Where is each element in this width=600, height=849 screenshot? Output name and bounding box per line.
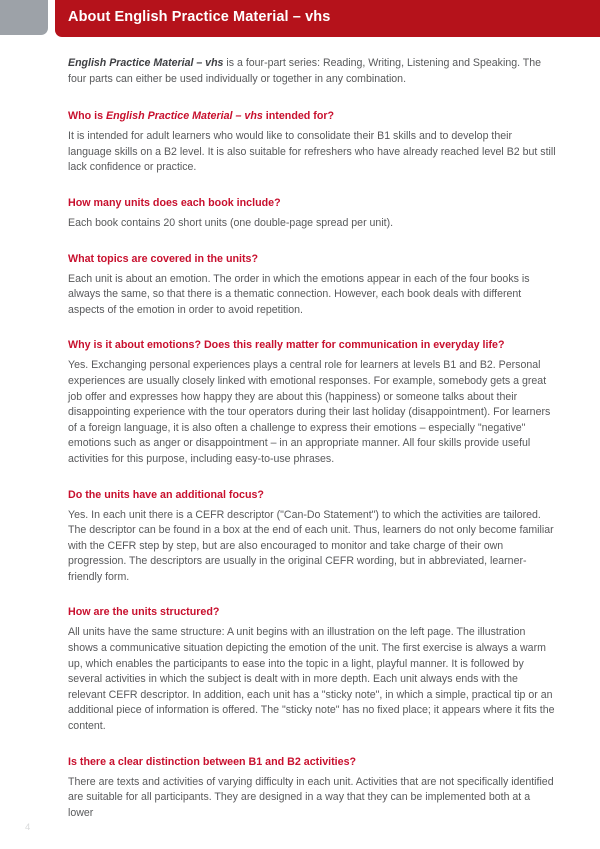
faq-question [68, 196, 557, 210]
faq-question [68, 755, 557, 769]
question-text-pre: Do the units have an additional focus? [68, 488, 264, 501]
faq-answer: Each book contains 20 short units (one double-page spread per unit). [68, 216, 394, 229]
question-text-pre: Who is [68, 110, 106, 123]
faq-answer: There are texts and activities of varying difficulty in each unit. Activities that are not specifically identified are suitable for all participants. They are designed in a way that they can be implemented both at a lower [68, 775, 554, 819]
faq-answer: It is intended for adult learners who would like to consolidate their B1 skills and to develop their language skills on a B2 level. It is also suitable for refreshers who have already reached level B2 but still lack confidence or practice. [68, 130, 556, 174]
intro-emphasis: English Practice Material – vhs [68, 57, 224, 69]
question-text-pre: Why is it about emotions? Does this really matter for communication in everyday life? [68, 339, 505, 352]
faq-answer: Each unit is about an emotion. The order in which the emotions appear in each of the four books is always the same, so that there is a thematic connection. However, each book deals with different aspects of the emotion in order to avoid repetition. [68, 272, 530, 316]
faq-item [68, 755, 557, 822]
page-number: 4 [25, 822, 31, 833]
gray-corner-tab [0, 0, 48, 35]
faq-answer: All units have the same structure: A unit begins with an illustration on the left page. The illustration shows a communicative situation depicting the emotion of the unit. The first exercise is always a warm up, which enables the participants to ease into the topic in a light, playful manner. It is followed by several activities in which the subject is dealt with in more depth. Each unit always ends with the relevant CEFR descriptor. In addition, each unit has a "sticky note", in which a simple, practical tip or an additional piece of information is offered. The "sticky note" has no fixed place; it appears where it fits the content. [68, 626, 555, 733]
faq-item [68, 196, 557, 232]
question-text-pre: What topics are covered in the units? [68, 252, 259, 265]
faq-answer: Yes. In each unit there is a CEFR descriptor ("Can-Do Statement") to which the activities are tailored. The descriptor can be found in a box at the end of each unit. Thus, learners do not only become familiar with the CEFR step by step, but are also encouraged to monitor and take charge of their own progression. The descriptors are usually in the original CEFR wording, but in abbreviated, learner-friendly form. [68, 508, 554, 583]
question-text-pre: How are the units structured? [68, 606, 220, 619]
faq-answer: Yes. Exchanging personal experiences plays a central role for learners at levels B1 and B2. Personal experiences are usually closely linked with emotional responses. For example, somebody gets a great job offer and expresses how happy they are about this (happiness) or someone talks about their disappointing experience with the tour operators during their last holiday (disappointment). For learners of a foreign language, it is also often a challenge to express their emotions – especially "negative" emotions such as anger or disappointment – in an appropriate manner. All four skills provide useful activities for this purpose, including easy-to-use phrases. [68, 359, 551, 465]
faq-question [68, 338, 557, 352]
faq-question [68, 488, 557, 502]
question-text-pre: How many units does each book include? [68, 196, 281, 209]
faq-item [68, 488, 557, 586]
question-text-post: intended for? [262, 110, 335, 123]
faq-item [68, 605, 557, 734]
faq-item [68, 338, 557, 467]
intro-paragraph [68, 56, 557, 87]
intro-rest: is a four-part series: Reading, Writing, Listening and Speaking. The four parts can either be used individually or together in any combination. [68, 57, 542, 85]
question-text-pre: Is there a clear distinction between B1 and B2 activities? [68, 755, 357, 768]
faq-question [68, 605, 557, 619]
page-header [0, 0, 600, 38]
faq-question [68, 109, 557, 123]
document-body [68, 56, 557, 821]
faq-question [68, 252, 557, 266]
faq-item [68, 252, 557, 319]
faq-item [68, 109, 557, 176]
question-text-italic: English Practice Material – vhs [106, 110, 263, 123]
page-title: About English Practice Material – vhs [68, 9, 331, 25]
title-banner [55, 0, 600, 37]
